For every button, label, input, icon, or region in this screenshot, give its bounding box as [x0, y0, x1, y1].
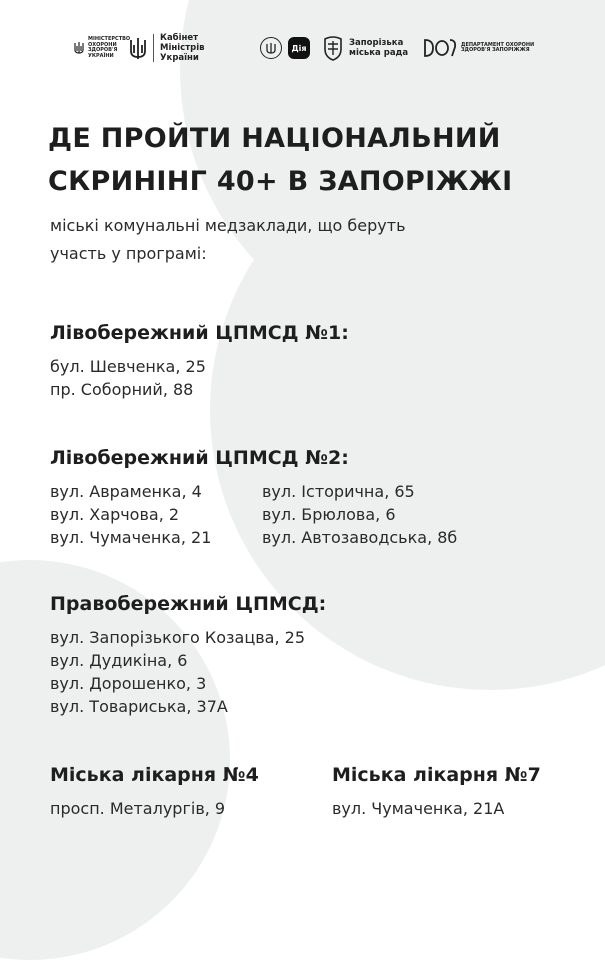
section-heading-pb: Правобережний ЦПМСД:	[50, 593, 327, 615]
subtitle-line: міські комунальні медзаклади, що беруть	[50, 216, 406, 235]
city-council-text: Запорізька міська рада	[349, 38, 409, 58]
logo-divider	[153, 34, 154, 62]
title-line: СКРИНІНГ 40+ В ЗАПОРІЖЖІ	[48, 166, 513, 197]
ua-emblem-logo	[260, 30, 282, 66]
address-list-lb2-col1	[50, 480, 211, 549]
logo-bar	[74, 30, 544, 66]
trident-icon	[74, 41, 84, 55]
coat-of-arms-icon	[322, 35, 344, 61]
section-heading-lb2: Лівобережний ЦПМСД №2:	[50, 447, 349, 469]
section-heading-h4: Міська лікарня №4	[50, 764, 259, 786]
trident-icon	[260, 37, 282, 59]
cabinet-logo-text: Кабінет Міністрів України	[160, 33, 205, 63]
address-list-lb1	[50, 355, 206, 401]
department-emblem-icon	[423, 37, 457, 59]
city-council-logo	[322, 30, 409, 66]
address-item: вул. Товариська, 37А	[50, 697, 228, 716]
address-item: вул. Авраменка, 4	[50, 482, 202, 501]
address-item: вул. Запорізького Козацва, 25	[50, 628, 305, 647]
moh-logo	[74, 30, 131, 66]
address-h4	[50, 797, 225, 820]
title-line: ДЕ ПРОЙТИ НАЦІОНАЛЬНИЙ	[48, 123, 501, 154]
section-heading-h7: Міська лікарня №7	[332, 764, 541, 786]
section-heading-lb1: Лівобережний ЦПМСД №1:	[50, 322, 349, 344]
cabinet-logo	[129, 30, 240, 66]
address-item: просп. Металургів, 9	[50, 799, 226, 818]
address-item: вул. Дорошенко, 3	[50, 674, 207, 693]
address-item: бул. Шевченка, 25	[50, 357, 206, 376]
page-title	[48, 117, 513, 203]
address-item: вул. Брюлова, 6	[262, 505, 396, 524]
diia-icon: Дія	[288, 37, 310, 59]
address-h7	[332, 797, 504, 820]
department-logo	[423, 30, 541, 66]
address-item: вул. Історична, 65	[262, 482, 415, 501]
address-list-lb2-col2	[262, 480, 457, 549]
moh-logo-text: МІНІСТЕРСТВО ОХОРОНИ ЗДОРОВ'Я УКРАЇНИ	[88, 36, 131, 59]
diia-logo	[288, 30, 310, 66]
address-item: вул. Автозаводська, 8б	[262, 528, 458, 547]
address-item: вул. Чумаченка, 21А	[332, 799, 505, 818]
background-circle	[0, 560, 230, 960]
page-subtitle	[50, 212, 406, 268]
subtitle-line: участь у програмі:	[50, 244, 207, 263]
trident-icon	[129, 36, 147, 60]
address-item: вул. Дудикіна, 6	[50, 651, 188, 670]
address-item: вул. Чумаченка, 21	[50, 528, 212, 547]
address-item: вул. Харчова, 2	[50, 505, 180, 524]
address-item: пр. Соборний, 88	[50, 380, 194, 399]
department-logo-text: ДЕПАРТАМЕНТ ОХОРОНИ ЗДОРОВ'Я ЗАПОРІЖЖЯ	[461, 41, 535, 53]
address-list-pb	[50, 626, 305, 718]
